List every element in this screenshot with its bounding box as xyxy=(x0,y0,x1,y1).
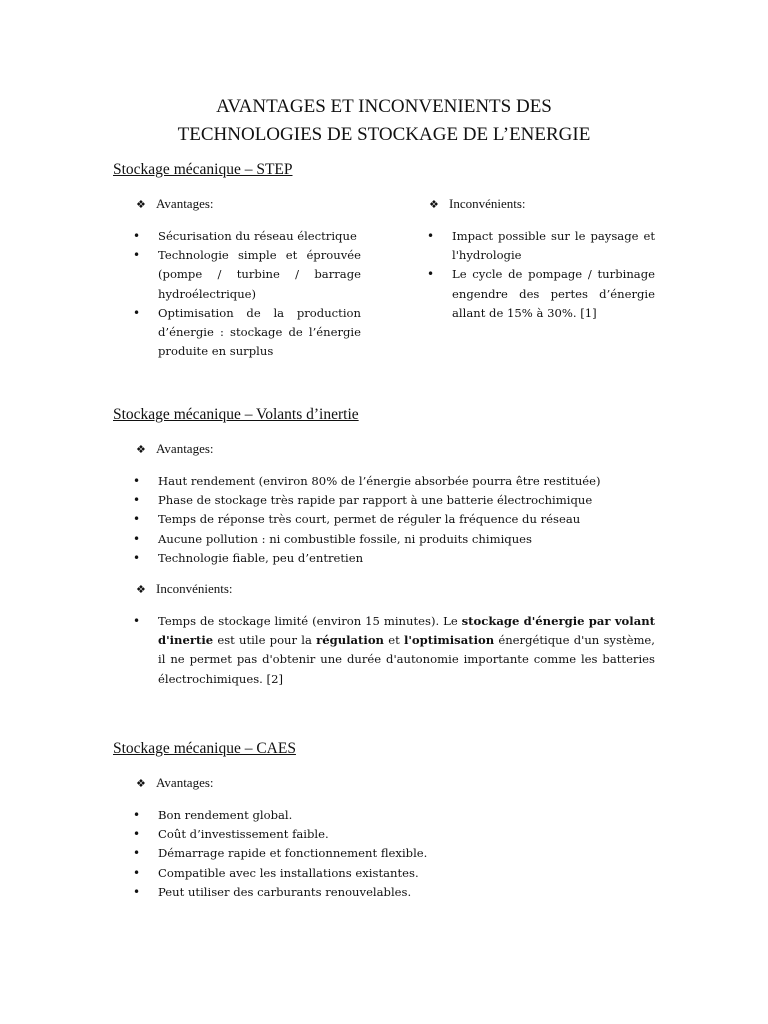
diamond-bullet-icon: ❖ xyxy=(136,584,146,596)
list-item: • Sécurisation du réseau électrique xyxy=(133,227,361,246)
round-bullet-icon: • xyxy=(133,827,141,842)
section-heading-step: Stockage mécanique – STEP xyxy=(113,161,293,178)
list-item: • Optimisation de la production d’énergie : stockage de l’énergie produite en surplus xyxy=(133,305,361,359)
list-item: • Peut utiliser des carburants renouvelables. xyxy=(133,883,673,902)
round-bullet-icon: • xyxy=(427,267,435,282)
volants-advantages-label xyxy=(136,440,214,459)
round-bullet-icon: • xyxy=(133,808,141,822)
round-bullet-icon: • xyxy=(133,865,141,880)
round-bullet-icon: • xyxy=(133,512,141,527)
volants-inconvenients-label-text: Inconvénients: xyxy=(156,581,233,596)
round-bullet-icon: • xyxy=(133,493,141,508)
list-item: • Démarrage rapide et fonctionnement flexible. xyxy=(133,844,673,863)
caes-advantages-list xyxy=(133,806,673,902)
list-item: • Aucune pollution : ni combustible fossile, ni produits chimiques xyxy=(133,530,673,549)
list-item xyxy=(133,612,655,689)
list-item: • Coût d’investissement faible. xyxy=(133,825,673,844)
round-bullet-icon: • xyxy=(133,248,141,263)
round-bullet-icon: • xyxy=(133,474,141,488)
document-title-line-1: AVANTAGES ET INCONVENIENTS DES xyxy=(216,96,552,117)
round-bullet-icon: • xyxy=(133,305,141,320)
round-bullet-icon: • xyxy=(133,614,141,628)
step-advantages-label xyxy=(136,195,214,214)
list-item: • Compatible avec les installations existantes. xyxy=(133,864,673,883)
list-item: • Technologie simple et éprouvée (pompe / turbine / barrage hydroélectrique) xyxy=(133,248,361,301)
volants-advantages-label-text: Avantages: xyxy=(156,441,214,456)
diamond-bullet-icon: ❖ xyxy=(136,778,146,790)
step-inconvenients-label xyxy=(429,195,526,214)
step-inconvenients-list xyxy=(427,227,655,323)
volants-advantages-list xyxy=(133,472,673,568)
section-heading-caes: Stockage mécanique – CAES xyxy=(113,740,296,757)
step-advantages-label-text: Avantages: xyxy=(156,196,214,211)
round-bullet-icon: • xyxy=(133,846,141,861)
diamond-bullet-icon: ❖ xyxy=(429,199,439,211)
volants-inconvenients-list xyxy=(133,612,655,689)
round-bullet-icon: • xyxy=(427,229,435,243)
list-item: • Haut rendement (environ 80% de l’énergie absorbée pourra être restituée) xyxy=(133,472,673,491)
list-item: • Phase de stockage très rapide par rapport à une batterie électrochimique xyxy=(133,491,673,510)
section-heading-volants: Stockage mécanique – Volants d’inertie xyxy=(113,406,359,423)
step-advantages-list xyxy=(133,227,361,361)
step-inconvenients-label-text: Inconvénients: xyxy=(449,196,526,211)
caes-advantages-label xyxy=(136,774,214,793)
list-item: • Le cycle de pompage / turbinage engendre des pertes d’énergie allant de 15% à 30%. [1] xyxy=(427,267,655,320)
list-item: • Technologie fiable, peu d’entretien xyxy=(133,549,673,568)
volants-inconvenients-label xyxy=(136,580,233,599)
round-bullet-icon: • xyxy=(133,550,141,565)
inconvenient-text: Temps de stockage limité (environ 15 minutes). Le stockage d'énergie par volant d'inertie est utile pour la régulation et l'optimisation énergétique d'un système, il ne permet pas d'obtenir une durée d'autonomie importante comme les batteries électrochimiques. [2] xyxy=(158,614,655,686)
diamond-bullet-icon: ❖ xyxy=(136,199,146,211)
diamond-bullet-icon: ❖ xyxy=(136,444,146,456)
list-item: • Impact possible sur le paysage et l'hydrologie xyxy=(427,229,655,263)
list-item: • Bon rendement global. xyxy=(133,806,673,825)
round-bullet-icon: • xyxy=(133,229,141,243)
round-bullet-icon: • xyxy=(133,884,141,899)
document-title-line-2: TECHNOLOGIES DE STOCKAGE DE L’ENERGIE xyxy=(177,124,591,145)
list-item: • Temps de réponse très court, permet de réguler la fréquence du réseau xyxy=(133,510,673,529)
caes-advantages-label-text: Avantages: xyxy=(156,775,214,790)
round-bullet-icon: • xyxy=(133,531,141,546)
